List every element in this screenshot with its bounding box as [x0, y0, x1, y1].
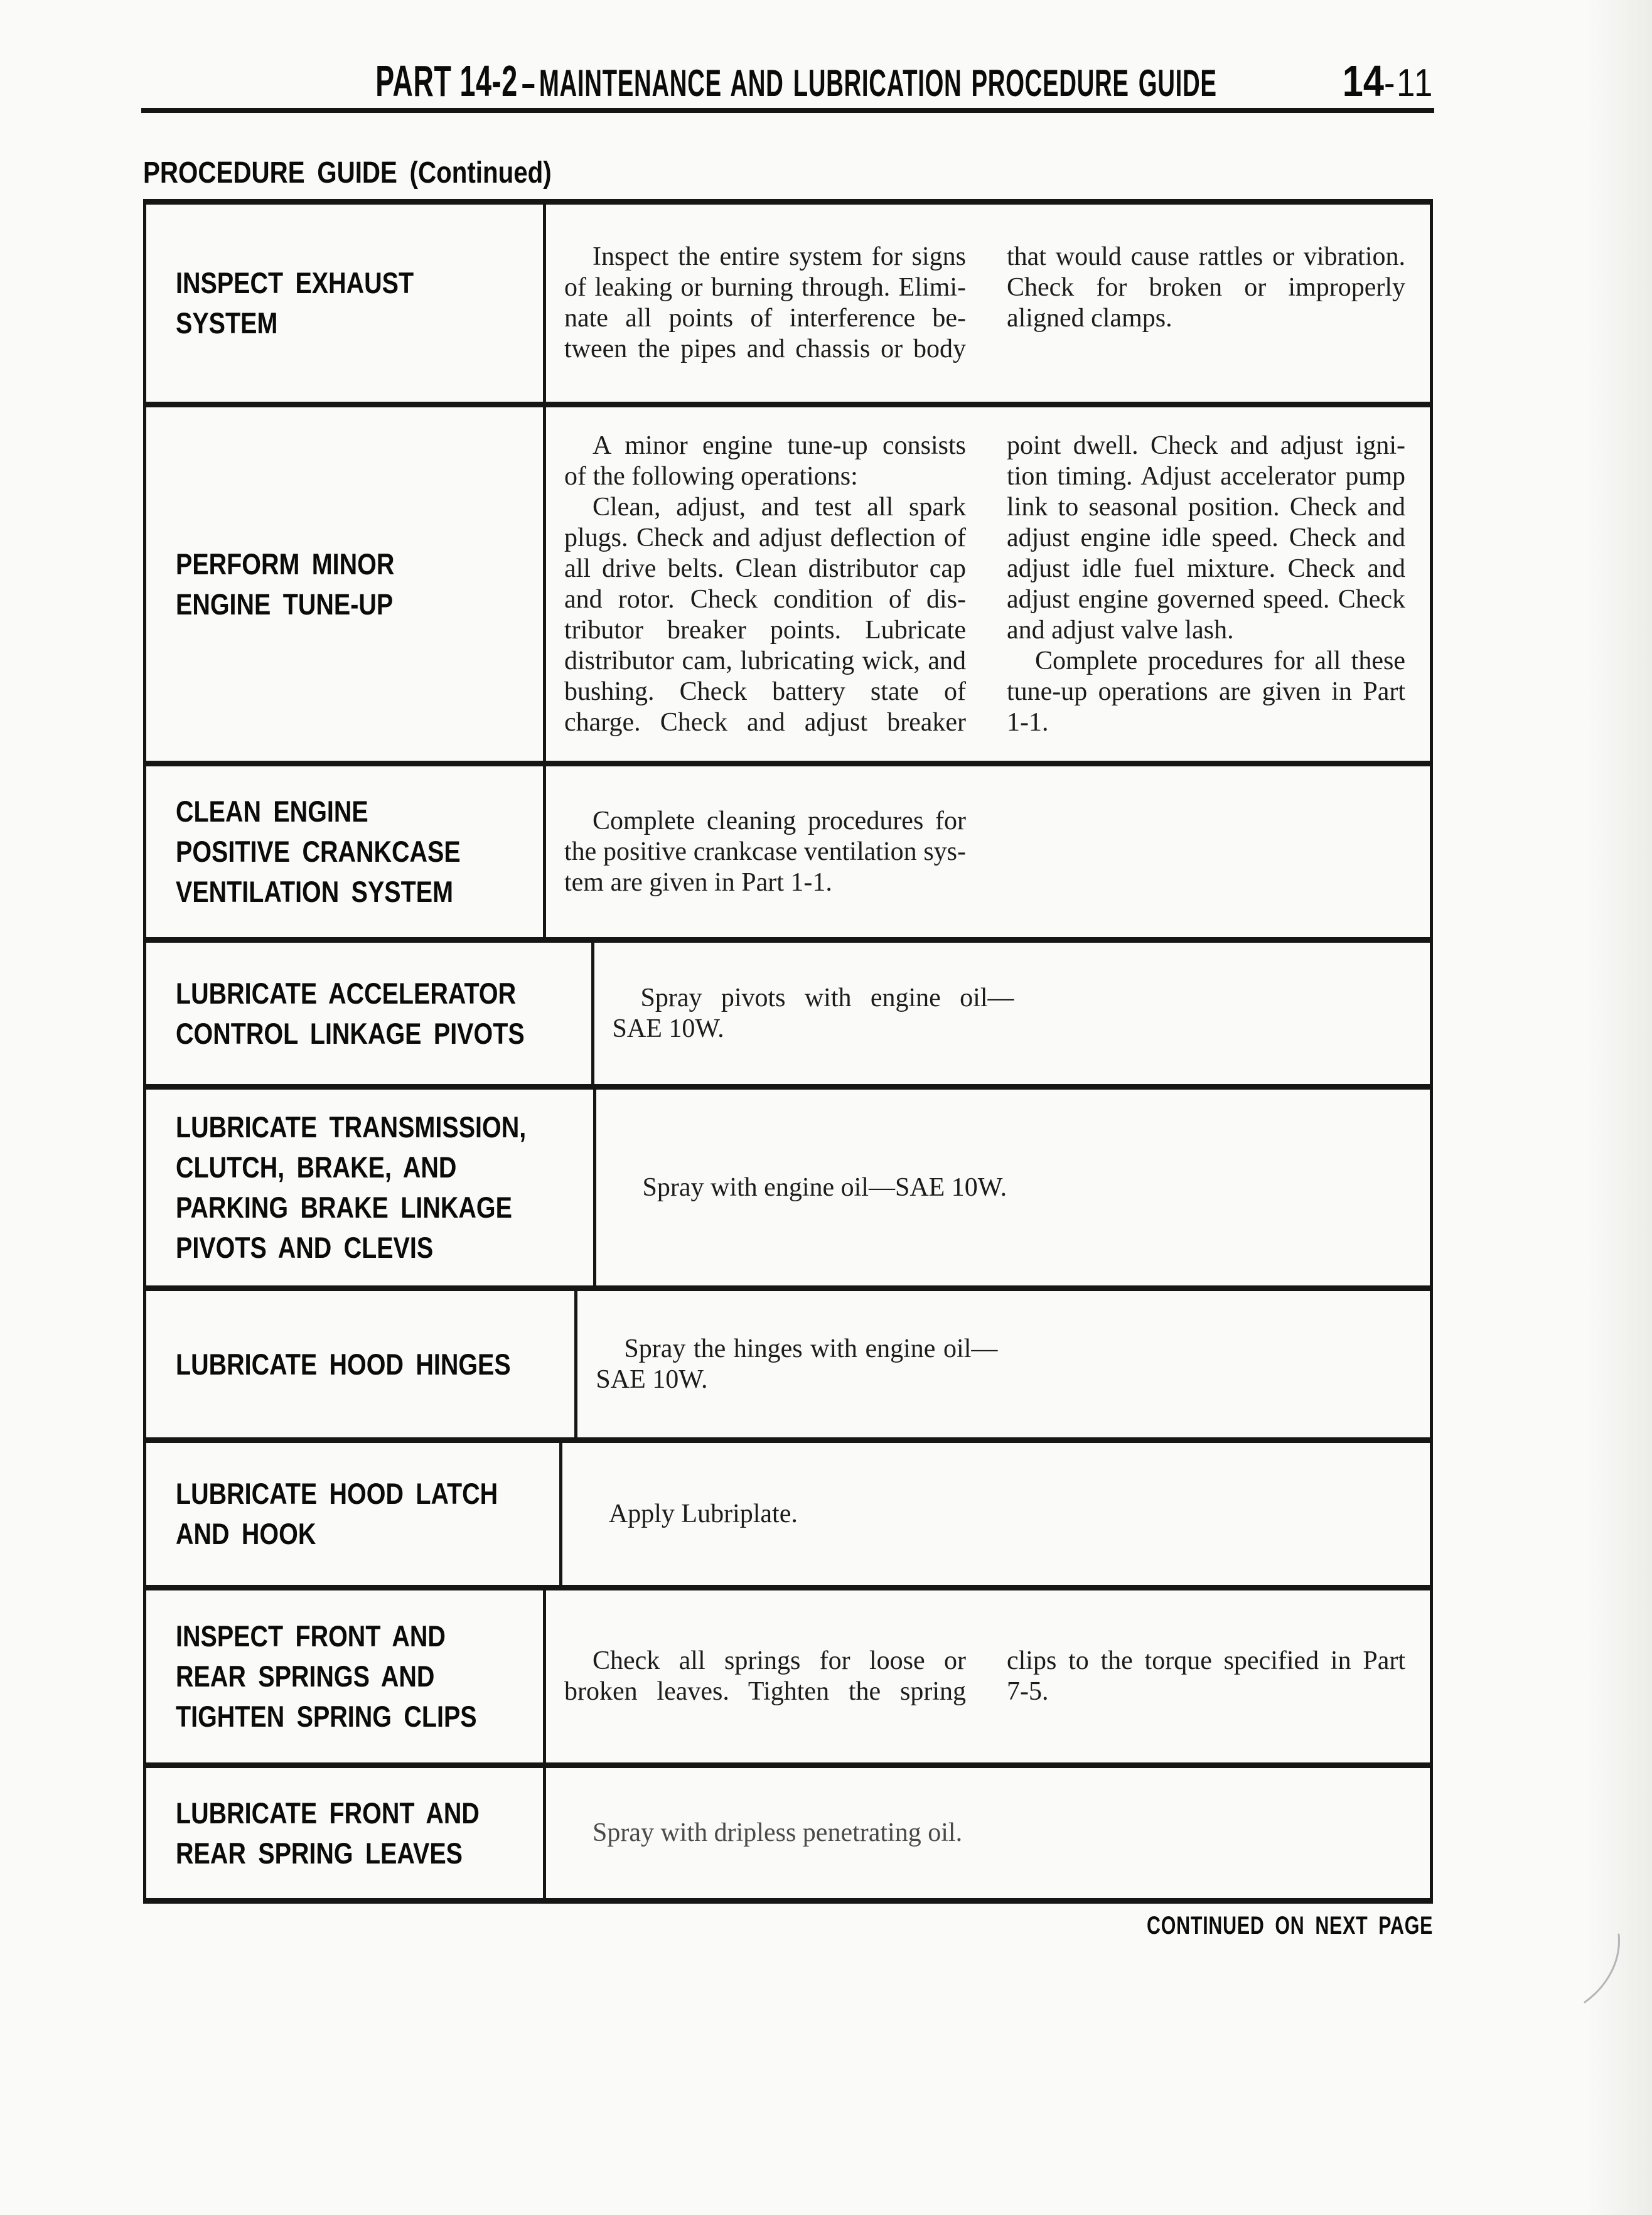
text-line: all drive belts. Clean distributor cap — [564, 554, 966, 583]
procedure-name-cell — [146, 766, 546, 937]
text-line: Spray pivots with engine oil— — [640, 983, 1014, 1012]
description-columns — [564, 431, 1405, 738]
procedure-title — [176, 791, 461, 912]
paragraph — [1007, 1646, 1405, 1707]
procedure-description-cell — [546, 407, 1430, 761]
table-row — [146, 761, 1430, 937]
table-row — [146, 1762, 1430, 1898]
text-line: A minor engine tune-up consists — [593, 431, 966, 460]
text-column — [564, 431, 966, 738]
title-line: TIGHTEN SPRING CLIPS — [176, 1700, 477, 1733]
section-heading: PROCEDURE GUIDE (Continued) — [143, 156, 552, 190]
paragraph — [613, 983, 1014, 1044]
description-columns — [564, 1646, 1405, 1707]
text-column — [564, 242, 966, 365]
table-row — [146, 1585, 1430, 1762]
procedure-name-cell — [146, 1590, 546, 1762]
text-line: Clean, adjust, and test all spark — [593, 492, 966, 522]
continued-note: CONTINUED ON NEXT PAGE — [1146, 1912, 1433, 1939]
header-rule — [141, 108, 1434, 113]
procedure-title — [176, 1793, 480, 1874]
part-label: PART 14-2 — [375, 56, 518, 105]
text-line: Spray with dripless penetrating oil. — [593, 1818, 963, 1847]
page-number-major: 14 — [1342, 56, 1385, 105]
text-line: Spray with engine oil—SAE 10W. — [642, 1172, 1007, 1202]
text-column — [581, 1499, 982, 1530]
text-line: adjust idle fuel mixture. Check and — [1007, 554, 1405, 583]
procedure-description-cell — [546, 1768, 1430, 1898]
description-columns — [596, 1334, 997, 1395]
text-line: Check all springs for loose or — [593, 1646, 966, 1675]
text-line: nate all points of interference be- — [564, 304, 966, 333]
text-column — [1007, 1646, 1405, 1707]
table-row — [146, 402, 1430, 761]
text-line: tween the pipes and chassis or body — [564, 335, 966, 363]
text-line: 7-5. — [1007, 1677, 1049, 1706]
scan-artifact — [1566, 1928, 1641, 2016]
title-line: AND HOOK — [176, 1517, 316, 1550]
text-line: tune-up operations are given in Part — [1007, 677, 1405, 706]
text-column — [596, 1334, 997, 1395]
paragraph — [596, 1334, 997, 1395]
paragraph — [581, 1499, 982, 1530]
text-line: Inspect the entire system for signs — [593, 242, 966, 271]
paragraph — [1007, 646, 1405, 738]
title-line: SYSTEM — [176, 306, 278, 340]
text-column — [614, 1172, 1016, 1203]
procedure-title — [176, 1344, 511, 1385]
title-line: ENGINE TUNE-UP — [176, 587, 394, 621]
paragraph — [614, 1172, 1016, 1203]
procedure-title — [176, 1616, 477, 1737]
procedure-name-cell — [146, 943, 594, 1084]
title-line: INSPECT EXHAUST — [176, 266, 414, 299]
text-line: link to seasonal position. Check and — [1007, 492, 1405, 522]
title-separator: – — [522, 62, 535, 104]
text-line: bushing. Check battery state of — [564, 677, 966, 706]
procedure-description-cell — [577, 1291, 1430, 1437]
text-column — [1007, 431, 1405, 738]
procedure-name-cell — [146, 1291, 577, 1437]
procedure-description-cell — [546, 1590, 1430, 1762]
title-line: LUBRICATE ACCELERATOR — [176, 976, 517, 1010]
title-line: PIVOTS AND CLEVIS — [176, 1231, 434, 1264]
title-line: LUBRICATE FRONT AND — [176, 1796, 480, 1830]
description-columns — [564, 242, 1405, 365]
title-line: REAR SPRING LEAVES — [176, 1836, 463, 1870]
procedure-description-cell — [546, 766, 1430, 937]
text-line: and rotor. Check condition of dis- — [564, 584, 966, 614]
paragraph — [564, 431, 966, 492]
text-column — [1007, 242, 1405, 334]
text-line: Spray the hinges with engine oil— — [624, 1334, 998, 1363]
text-line: distributor cam, lubricating wick, and — [564, 646, 966, 675]
title-line: CLUTCH, BRAKE, AND — [176, 1150, 457, 1184]
page-header — [143, 58, 1434, 107]
paragraph — [1007, 242, 1405, 334]
title-line: REAR SPRINGS AND — [176, 1660, 435, 1693]
text-column — [564, 1818, 966, 1848]
title-line: LUBRICATE TRANSMISSION, — [176, 1110, 527, 1144]
title-line: PARKING BRAKE LINKAGE — [176, 1191, 512, 1224]
procedure-title — [176, 973, 525, 1054]
procedure-description-cell — [546, 205, 1430, 402]
procedure-title — [176, 1474, 498, 1554]
text-line: that would cause rattles or vibration. — [1007, 242, 1405, 271]
procedure-table — [143, 199, 1433, 1904]
table-row — [146, 937, 1430, 1084]
text-column — [564, 806, 966, 898]
procedure-name-cell — [146, 407, 546, 761]
paragraph — [564, 1818, 966, 1848]
text-line: adjust engine idle speed. Check and — [1007, 523, 1405, 552]
title-line: PERFORM MINOR — [176, 547, 395, 581]
table-row — [146, 1084, 1430, 1285]
text-line: tem are given in Part 1-1. — [564, 867, 832, 897]
description-columns — [564, 1818, 966, 1848]
title-line: VENTILATION SYSTEM — [176, 875, 453, 908]
title-line: CLEAN ENGINE — [176, 795, 368, 828]
page-number-minor: -11 — [1384, 62, 1434, 105]
paragraph — [1007, 431, 1405, 646]
procedure-description-cell — [594, 943, 1430, 1084]
text-line: charge. Check and adjust breaker — [564, 707, 966, 737]
text-line: Complete procedures for all these — [1035, 646, 1405, 675]
procedure-description-cell — [596, 1090, 1430, 1285]
text-line: Complete cleaning procedures for — [593, 806, 966, 835]
text-line: Apply Lubriplate. — [608, 1499, 798, 1528]
description-columns — [614, 1172, 1016, 1203]
paragraph — [564, 242, 966, 365]
text-line: aligned clamps. — [1007, 304, 1172, 333]
title-line: LUBRICATE HOOD HINGES — [176, 1347, 511, 1381]
description-columns — [613, 983, 1014, 1044]
text-line: adjust engine governed speed. Check — [1007, 584, 1405, 614]
text-column — [613, 983, 1014, 1044]
title-line: LUBRICATE HOOD LATCH — [176, 1477, 498, 1510]
text-line: of leaking or burning through. Elimi- — [564, 273, 966, 302]
table-row — [146, 1285, 1430, 1437]
text-line: SAE 10W. — [612, 1014, 724, 1043]
procedure-name-cell — [146, 1090, 596, 1285]
paragraph — [564, 806, 966, 898]
procedure-title — [176, 263, 414, 343]
text-line: tion timing. Adjust accelerator pump — [1007, 461, 1405, 491]
title-text: MAINTENANCE AND LUBRICATION PROCEDURE GUIDE — [539, 62, 1217, 104]
paragraph — [564, 492, 966, 738]
procedure-title — [176, 1107, 526, 1268]
table-row — [146, 1437, 1430, 1585]
description-columns — [581, 1499, 982, 1530]
text-line: point dwell. Check and adjust igni- — [1007, 431, 1405, 460]
table-row — [146, 205, 1430, 402]
paragraph — [564, 1646, 966, 1707]
procedure-name-cell — [146, 1768, 546, 1898]
text-line: of the following operations: — [564, 461, 858, 491]
text-column — [564, 1646, 966, 1707]
text-line: the positive crankcase ventilation sys- — [564, 837, 966, 866]
title-line: INSPECT FRONT AND — [176, 1619, 446, 1653]
title-line: POSITIVE CRANKCASE — [176, 835, 461, 868]
text-line: clips to the torque specified in Part — [1007, 1646, 1405, 1675]
text-line: SAE 10W. — [596, 1365, 708, 1394]
procedure-name-cell — [146, 205, 546, 402]
text-line: tributor breaker points. Lubricate — [564, 615, 966, 645]
description-columns — [564, 806, 966, 898]
text-line: broken leaves. Tighten the spring — [564, 1677, 966, 1706]
text-line: Check for broken or improperly — [1007, 273, 1405, 302]
text-line: plugs. Check and adjust deflection of — [564, 523, 966, 552]
text-line: and adjust valve lash. — [1007, 615, 1234, 645]
text-line: 1-1. — [1007, 707, 1049, 737]
title-line: CONTROL LINKAGE PIVOTS — [176, 1016, 525, 1050]
procedure-name-cell — [146, 1443, 562, 1585]
procedure-description-cell — [562, 1443, 1430, 1585]
procedure-title — [176, 544, 394, 625]
